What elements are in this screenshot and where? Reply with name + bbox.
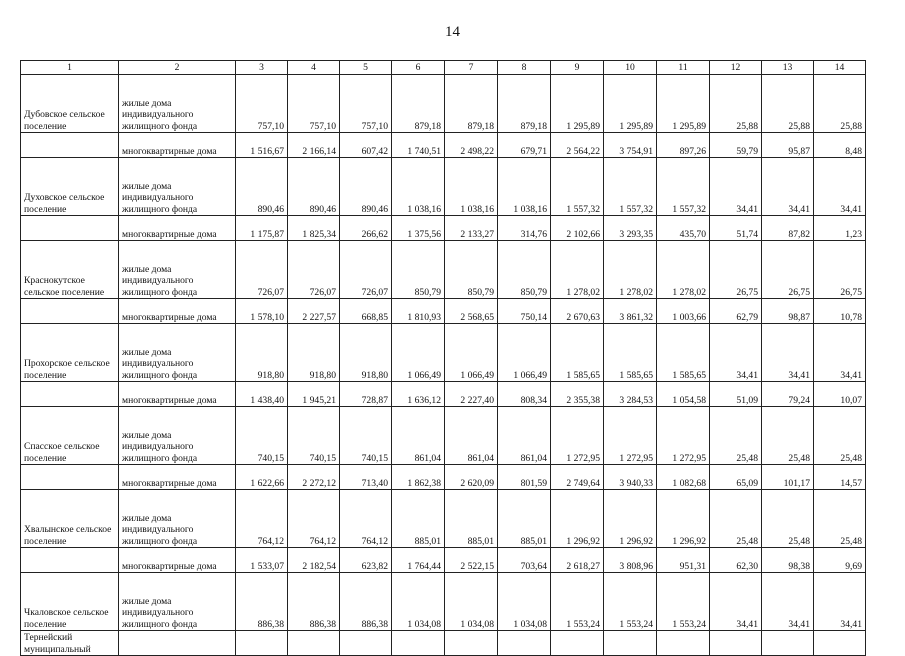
- value-cell: 3 754,91: [604, 133, 657, 158]
- value-cell: 1 862,38: [392, 465, 445, 490]
- value-cell: 25,48: [814, 407, 866, 465]
- value-cell: 879,18: [392, 75, 445, 133]
- value-cell: 34,41: [814, 158, 866, 216]
- housing-type-cell: жилые дома индивидуального жилищного фонда: [119, 75, 236, 133]
- value-cell: 1 375,56: [392, 216, 445, 241]
- value-cell: 2 102,66: [551, 216, 604, 241]
- housing-type-cell: многоквартирные дома: [119, 133, 236, 158]
- value-cell: 1 066,49: [445, 324, 498, 382]
- value-cell: 1 825,34: [288, 216, 340, 241]
- value-cell: 59,79: [710, 133, 762, 158]
- settlement-cell: [21, 548, 119, 573]
- value-cell: 25,48: [710, 490, 762, 548]
- value-cell: 1 175,87: [236, 216, 288, 241]
- value-cell: [445, 631, 498, 656]
- table-row: [21, 573, 866, 631]
- value-cell: 918,80: [236, 324, 288, 382]
- value-cell: 14,57: [814, 465, 866, 490]
- value-cell: 87,82: [762, 216, 814, 241]
- value-cell: 2 133,27: [445, 216, 498, 241]
- value-cell: 3 293,35: [604, 216, 657, 241]
- value-cell: 25,48: [762, 407, 814, 465]
- table-row: [21, 382, 866, 407]
- value-cell: 850,79: [392, 241, 445, 299]
- settlement-cell: Краснокутское сельское поселение: [21, 241, 119, 299]
- table-row: [21, 548, 866, 573]
- value-cell: [340, 631, 392, 656]
- value-cell: 2 749,64: [551, 465, 604, 490]
- value-cell: 34,41: [762, 573, 814, 631]
- value-cell: 2 272,12: [288, 465, 340, 490]
- value-cell: 801,59: [498, 465, 551, 490]
- value-cell: [498, 631, 551, 656]
- value-cell: 26,75: [762, 241, 814, 299]
- value-cell: 34,41: [710, 324, 762, 382]
- value-cell: 861,04: [392, 407, 445, 465]
- value-cell: 2 618,27: [551, 548, 604, 573]
- value-cell: 3 940,33: [604, 465, 657, 490]
- value-cell: 1 296,92: [657, 490, 710, 548]
- value-cell: 861,04: [445, 407, 498, 465]
- value-cell: 62,30: [710, 548, 762, 573]
- value-cell: 1 740,51: [392, 133, 445, 158]
- table-body: [21, 75, 866, 656]
- housing-type-cell: жилые дома индивидуального жилищного фонда: [119, 407, 236, 465]
- value-cell: 703,64: [498, 548, 551, 573]
- value-cell: 2 670,63: [551, 299, 604, 324]
- value-cell: 2 498,22: [445, 133, 498, 158]
- header-row: [21, 61, 866, 75]
- value-cell: 726,07: [340, 241, 392, 299]
- value-cell: 728,87: [340, 382, 392, 407]
- value-cell: 726,07: [288, 241, 340, 299]
- value-cell: 750,14: [498, 299, 551, 324]
- value-cell: [657, 631, 710, 656]
- value-cell: 2 166,14: [288, 133, 340, 158]
- table-row: [21, 299, 866, 324]
- value-cell: 1 557,32: [604, 158, 657, 216]
- value-cell: 1 296,92: [551, 490, 604, 548]
- value-cell: 2 564,22: [551, 133, 604, 158]
- value-cell: 885,01: [392, 490, 445, 548]
- value-cell: 764,12: [236, 490, 288, 548]
- value-cell: 1 553,24: [604, 573, 657, 631]
- value-cell: 879,18: [498, 75, 551, 133]
- table-row: [21, 490, 866, 548]
- value-cell: 951,31: [657, 548, 710, 573]
- column-header: 4: [288, 61, 340, 75]
- value-cell: 25,48: [814, 490, 866, 548]
- value-cell: 98,87: [762, 299, 814, 324]
- value-cell: 890,46: [288, 158, 340, 216]
- value-cell: 764,12: [340, 490, 392, 548]
- column-header: 1: [21, 61, 119, 75]
- value-cell: 2 522,15: [445, 548, 498, 573]
- table-row: [21, 216, 866, 241]
- value-cell: 25,88: [762, 75, 814, 133]
- settlement-cell: Прохорское сельское поселение: [21, 324, 119, 382]
- value-cell: 1 272,95: [604, 407, 657, 465]
- value-cell: 1 438,40: [236, 382, 288, 407]
- value-cell: 2 568,65: [445, 299, 498, 324]
- column-header: 7: [445, 61, 498, 75]
- value-cell: 918,80: [340, 324, 392, 382]
- column-header: 8: [498, 61, 551, 75]
- value-cell: 79,24: [762, 382, 814, 407]
- value-cell: 1 278,02: [551, 241, 604, 299]
- settlement-cell: Чкаловское сельское поселение: [21, 573, 119, 631]
- value-cell: [551, 631, 604, 656]
- value-cell: 435,70: [657, 216, 710, 241]
- settlement-cell: Спасское сельское поселение: [21, 407, 119, 465]
- value-cell: 2 355,38: [551, 382, 604, 407]
- housing-type-cell: жилые дома индивидуального жилищного фонда: [119, 324, 236, 382]
- value-cell: 1 585,65: [604, 324, 657, 382]
- page-number: 14: [445, 24, 460, 40]
- value-cell: 890,46: [236, 158, 288, 216]
- value-cell: 51,74: [710, 216, 762, 241]
- value-cell: 1,23: [814, 216, 866, 241]
- value-cell: 1 295,89: [604, 75, 657, 133]
- value-cell: 25,88: [814, 75, 866, 133]
- value-cell: 26,75: [710, 241, 762, 299]
- table-row: [21, 75, 866, 133]
- table-row: [21, 133, 866, 158]
- value-cell: 1 003,66: [657, 299, 710, 324]
- value-cell: 34,41: [762, 158, 814, 216]
- value-cell: 1 038,16: [445, 158, 498, 216]
- column-header: 13: [762, 61, 814, 75]
- table-row: [21, 241, 866, 299]
- value-cell: 1 578,10: [236, 299, 288, 324]
- value-cell: 1 034,08: [498, 573, 551, 631]
- table-row: [21, 465, 866, 490]
- value-cell: 2 227,40: [445, 382, 498, 407]
- value-cell: 885,01: [498, 490, 551, 548]
- value-cell: 740,15: [236, 407, 288, 465]
- column-header: 2: [119, 61, 236, 75]
- value-cell: 1 622,66: [236, 465, 288, 490]
- table-row: [21, 158, 866, 216]
- value-cell: 757,10: [236, 75, 288, 133]
- value-cell: 1 553,24: [551, 573, 604, 631]
- value-cell: 34,41: [710, 573, 762, 631]
- value-cell: 26,75: [814, 241, 866, 299]
- value-cell: 101,17: [762, 465, 814, 490]
- housing-type-cell: жилые дома индивидуального жилищного фонда: [119, 158, 236, 216]
- column-header: 6: [392, 61, 445, 75]
- value-cell: [392, 631, 445, 656]
- settlement-cell: [21, 382, 119, 407]
- value-cell: 1 553,24: [657, 573, 710, 631]
- value-cell: 10,07: [814, 382, 866, 407]
- value-cell: 1 296,92: [604, 490, 657, 548]
- value-cell: [762, 631, 814, 656]
- value-cell: 3 861,32: [604, 299, 657, 324]
- value-cell: 1 034,08: [392, 573, 445, 631]
- value-cell: 1 054,58: [657, 382, 710, 407]
- value-cell: 918,80: [288, 324, 340, 382]
- value-cell: 1 764,44: [392, 548, 445, 573]
- value-cell: 740,15: [288, 407, 340, 465]
- value-cell: 34,41: [814, 573, 866, 631]
- value-cell: 886,38: [340, 573, 392, 631]
- value-cell: [288, 631, 340, 656]
- value-cell: [814, 631, 866, 656]
- value-cell: 740,15: [340, 407, 392, 465]
- settlement-cell: Духовское сельское поселение: [21, 158, 119, 216]
- tariff-table: [20, 60, 866, 656]
- value-cell: 8,48: [814, 133, 866, 158]
- housing-type-cell: жилые дома индивидуального жилищного фонда: [119, 490, 236, 548]
- value-cell: 1 533,07: [236, 548, 288, 573]
- value-cell: 679,71: [498, 133, 551, 158]
- value-cell: 1 945,21: [288, 382, 340, 407]
- value-cell: [236, 631, 288, 656]
- value-cell: 1 272,95: [551, 407, 604, 465]
- value-cell: 314,76: [498, 216, 551, 241]
- value-cell: 34,41: [814, 324, 866, 382]
- settlement-cell: [21, 133, 119, 158]
- settlement-cell: [21, 299, 119, 324]
- value-cell: 3 284,53: [604, 382, 657, 407]
- table-row: [21, 407, 866, 465]
- settlement-cell: Дубовское сельское поселение: [21, 75, 119, 133]
- housing-type-cell: многоквартирные дома: [119, 465, 236, 490]
- value-cell: 808,34: [498, 382, 551, 407]
- housing-type-cell: жилые дома индивидуального жилищного фонда: [119, 573, 236, 631]
- value-cell: 1 278,02: [604, 241, 657, 299]
- value-cell: 3 808,96: [604, 548, 657, 573]
- value-cell: 879,18: [445, 75, 498, 133]
- value-cell: 886,38: [288, 573, 340, 631]
- value-cell: 98,38: [762, 548, 814, 573]
- settlement-cell: Тернейский муниципальный: [21, 631, 119, 656]
- value-cell: 1 038,16: [498, 158, 551, 216]
- value-cell: 1 557,32: [657, 158, 710, 216]
- value-cell: 623,82: [340, 548, 392, 573]
- value-cell: 1 038,16: [392, 158, 445, 216]
- value-cell: 2 620,09: [445, 465, 498, 490]
- value-cell: 1 585,65: [551, 324, 604, 382]
- housing-type-cell: жилые дома индивидуального жилищного фонда: [119, 241, 236, 299]
- column-header: 9: [551, 61, 604, 75]
- value-cell: 668,85: [340, 299, 392, 324]
- value-cell: 885,01: [445, 490, 498, 548]
- value-cell: 10,78: [814, 299, 866, 324]
- value-cell: 861,04: [498, 407, 551, 465]
- value-cell: 51,09: [710, 382, 762, 407]
- column-header: 14: [814, 61, 866, 75]
- table-row: [21, 324, 866, 382]
- value-cell: [710, 631, 762, 656]
- value-cell: 266,62: [340, 216, 392, 241]
- value-cell: 886,38: [236, 573, 288, 631]
- column-header: 10: [604, 61, 657, 75]
- value-cell: 95,87: [762, 133, 814, 158]
- housing-type-cell: многоквартирные дома: [119, 548, 236, 573]
- value-cell: 1 066,49: [392, 324, 445, 382]
- value-cell: 1 585,65: [657, 324, 710, 382]
- settlement-cell: [21, 216, 119, 241]
- housing-type-cell: многоквартирные дома: [119, 299, 236, 324]
- value-cell: 1 295,89: [551, 75, 604, 133]
- value-cell: 890,46: [340, 158, 392, 216]
- value-cell: 1 272,95: [657, 407, 710, 465]
- value-cell: 2 182,54: [288, 548, 340, 573]
- value-cell: 607,42: [340, 133, 392, 158]
- value-cell: 1 516,67: [236, 133, 288, 158]
- value-cell: 2 227,57: [288, 299, 340, 324]
- value-cell: 65,09: [710, 465, 762, 490]
- value-cell: 25,48: [710, 407, 762, 465]
- settlement-cell: [21, 465, 119, 490]
- value-cell: 757,10: [288, 75, 340, 133]
- value-cell: 9,69: [814, 548, 866, 573]
- value-cell: 25,48: [762, 490, 814, 548]
- value-cell: 1 810,93: [392, 299, 445, 324]
- settlement-cell: Хвалынское сельское поселение: [21, 490, 119, 548]
- value-cell: 850,79: [445, 241, 498, 299]
- value-cell: 62,79: [710, 299, 762, 324]
- value-cell: 726,07: [236, 241, 288, 299]
- table-row: [21, 631, 866, 656]
- value-cell: 1 066,49: [498, 324, 551, 382]
- column-header: 5: [340, 61, 392, 75]
- value-cell: 1 636,12: [392, 382, 445, 407]
- value-cell: 764,12: [288, 490, 340, 548]
- value-cell: 25,88: [710, 75, 762, 133]
- value-cell: 34,41: [710, 158, 762, 216]
- value-cell: 850,79: [498, 241, 551, 299]
- value-cell: 1 278,02: [657, 241, 710, 299]
- value-cell: 1 557,32: [551, 158, 604, 216]
- value-cell: 1 295,89: [657, 75, 710, 133]
- housing-type-cell: многоквартирные дома: [119, 382, 236, 407]
- column-header: 11: [657, 61, 710, 75]
- value-cell: 1 082,68: [657, 465, 710, 490]
- column-header: 12: [710, 61, 762, 75]
- housing-type-cell: многоквартирные дома: [119, 216, 236, 241]
- value-cell: 757,10: [340, 75, 392, 133]
- column-header: 3: [236, 61, 288, 75]
- value-cell: [604, 631, 657, 656]
- value-cell: 1 034,08: [445, 573, 498, 631]
- value-cell: 713,40: [340, 465, 392, 490]
- value-cell: 34,41: [762, 324, 814, 382]
- housing-type-cell: [119, 631, 236, 656]
- value-cell: 897,26: [657, 133, 710, 158]
